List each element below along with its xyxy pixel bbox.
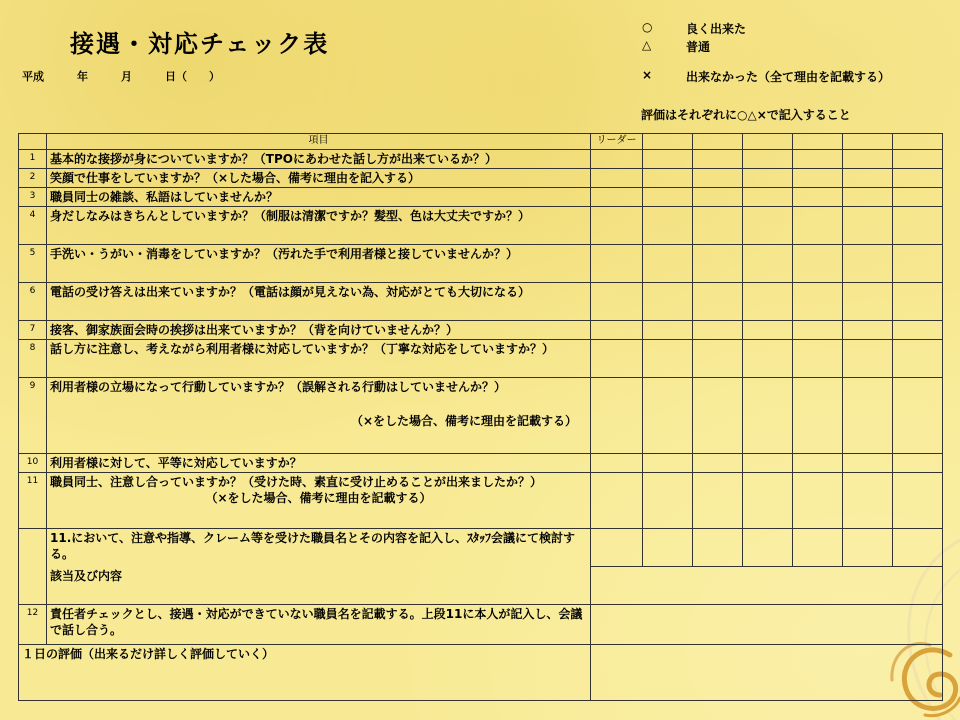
check-cell[interactable] [893,378,943,454]
check-cell[interactable] [743,529,793,567]
check-cell[interactable] [893,340,943,378]
check-cell[interactable] [693,169,743,188]
check-cell[interactable] [643,169,693,188]
header-item: 項目 [47,134,591,150]
check-cell[interactable] [693,378,743,454]
table-row-daily-evaluation: １日の評価（出来るだけ詳しく評価していく） [19,645,943,701]
eval-col [693,134,743,150]
check-cell[interactable] [793,188,843,207]
check-cell[interactable] [693,473,743,529]
check-cell[interactable] [743,150,793,169]
table-row: 7 接客、御家族面会時の挨拶は出来ていますか？（背を向けていませんか？） [19,321,943,340]
check-cell[interactable] [643,207,693,245]
check-cell[interactable] [693,529,743,567]
check-cell[interactable] [591,283,643,321]
check-cell[interactable] [693,245,743,283]
check-cell[interactable] [591,529,643,567]
check-cell[interactable] [843,150,893,169]
check-cell[interactable] [643,150,693,169]
check-cell[interactable] [843,340,893,378]
check-cell[interactable] [893,473,943,529]
check-cell[interactable] [643,245,693,283]
table-row: 1 基本的な接拶が身についていますか？（TPOにあわせた話し方が出来ているか？） [19,150,943,169]
eval-col [843,134,893,150]
check-cell[interactable] [843,207,893,245]
table-row: 9 利用者様の立場になって行動していますか？（誤解される行動はしていませんか？） （×をした場合、備考に理由を記載する） [19,378,943,454]
incident-detail-cell[interactable] [591,567,943,605]
check-cell[interactable] [591,473,643,529]
check-cell[interactable] [591,378,643,454]
check-cell[interactable] [793,340,843,378]
check-cell[interactable] [893,207,943,245]
check-cell[interactable] [591,188,643,207]
table-header [19,134,943,150]
check-cell[interactable] [893,454,943,473]
row-note: （×をした場合、備考に理由を記載する） [350,414,577,428]
check-table [18,133,943,701]
eval-col [793,134,843,150]
check-cell[interactable] [643,529,693,567]
check-cell[interactable] [643,321,693,340]
circle-icon: ○ [642,20,653,34]
check-cell[interactable] [743,473,793,529]
check-cell[interactable] [743,245,793,283]
check-cell[interactable] [793,321,843,340]
page-title: 接遇・対応チェック表 [70,30,330,58]
eval-col [743,134,793,150]
check-cell[interactable] [843,169,893,188]
check-cell[interactable] [743,321,793,340]
daily-evaluation-cell[interactable] [591,645,943,701]
check-cell[interactable] [591,245,643,283]
table-row: 11 職員同士、注意し合っていますか？（受けた時、素直に受け止めることが出来ましたか？） （×をした場合、備考に理由を記載する） [19,473,943,529]
row-note: （×をした場合、備考に理由を記載する） [205,491,432,505]
eval-col [643,134,693,150]
check-cell[interactable] [793,378,843,454]
check-cell[interactable] [591,169,643,188]
check-cell[interactable] [693,340,743,378]
table-row: 12 責任者チェックとし、接遇・対応ができていない職員名を記載する。上段11に本人が記入し、会議で話し合う。 [19,605,943,645]
incident-subheading: 該当及び内容 [50,569,123,583]
check-cell[interactable] [643,473,693,529]
table-row: 5 手洗い・うがい・消毒をしていますか？（汚れた手で利用者様と接していませんか？） [19,245,943,283]
eval-col [893,134,943,150]
check-cell[interactable] [893,529,943,567]
check-cell[interactable] [643,188,693,207]
check-cell[interactable] [793,454,843,473]
check-cell[interactable] [643,283,693,321]
check-cell[interactable] [693,150,743,169]
table-row: 6 電話の受け答えは出来ていますか？（電話は顔が見えない為、対応がとても大切になる） [19,283,943,321]
triangle-icon: △ [642,38,652,52]
check-cell[interactable] [743,169,793,188]
check-cell[interactable] [643,378,693,454]
table-row-incident: 11.において、注意や指導、クレーム等を受けた職員名とその内容を記入し、ｽﾀｯﾌ会議にて検討する。 該当及び内容 [19,529,943,567]
check-cell[interactable] [591,207,643,245]
check-cell[interactable] [843,378,893,454]
check-cell[interactable] [743,283,793,321]
table-row: 3 職員同士の雑談、私語はしていませんか？ [19,188,943,207]
check-cell[interactable] [893,283,943,321]
check-cell[interactable] [693,321,743,340]
check-cell[interactable] [793,150,843,169]
cross-icon: × [642,68,653,82]
check-cell[interactable] [743,188,793,207]
check-cell[interactable] [893,245,943,283]
table-row: 2 笑顔で仕事をしていますか？（×した場合、備考に理由を記入する） [19,169,943,188]
instruction-text: 評価はそれぞれに○△×で記入すること [641,108,851,122]
check-cell[interactable] [591,321,643,340]
check-cell[interactable] [843,321,893,340]
header-leader: リーダー [591,134,643,150]
check-cell[interactable] [591,340,643,378]
check-cell[interactable] [743,378,793,454]
date-line: 平成 年 月 日（ ） [22,70,220,83]
check-cell[interactable] [591,454,643,473]
check-cell[interactable] [693,188,743,207]
table-row: 4 身だしなみはきちんとしていますか？（制服は清潔ですか？髪型、色は大丈夫ですか？） [19,207,943,245]
table-row: 8 話し方に注意し、考えながら利用者様に対応していますか？（丁寧な対応をしていますか？） [19,340,943,378]
check-cell[interactable] [693,454,743,473]
check-cell[interactable] [843,283,893,321]
check-cell[interactable] [793,473,843,529]
check-cell[interactable] [591,150,643,169]
staff-name-cell[interactable] [591,605,943,645]
check-cell[interactable] [893,188,943,207]
check-cell[interactable] [893,150,943,169]
check-cell[interactable] [893,321,943,340]
check-cell[interactable] [843,473,893,529]
check-cell[interactable] [843,245,893,283]
table-row: 10 利用者様に対して、平等に対応していますか？ [19,454,943,473]
check-cell[interactable] [793,245,843,283]
check-cell[interactable] [793,207,843,245]
check-cell[interactable] [843,454,893,473]
check-cell[interactable] [893,169,943,188]
check-cell[interactable] [693,207,743,245]
check-cell[interactable] [743,340,793,378]
check-cell[interactable] [743,207,793,245]
check-cell[interactable] [643,454,693,473]
check-cell[interactable] [743,454,793,473]
check-cell[interactable] [793,283,843,321]
check-cell[interactable] [843,188,893,207]
check-cell[interactable] [843,529,893,567]
check-cell[interactable] [793,169,843,188]
check-cell[interactable] [793,529,843,567]
check-cell[interactable] [643,340,693,378]
check-cell[interactable] [693,283,743,321]
